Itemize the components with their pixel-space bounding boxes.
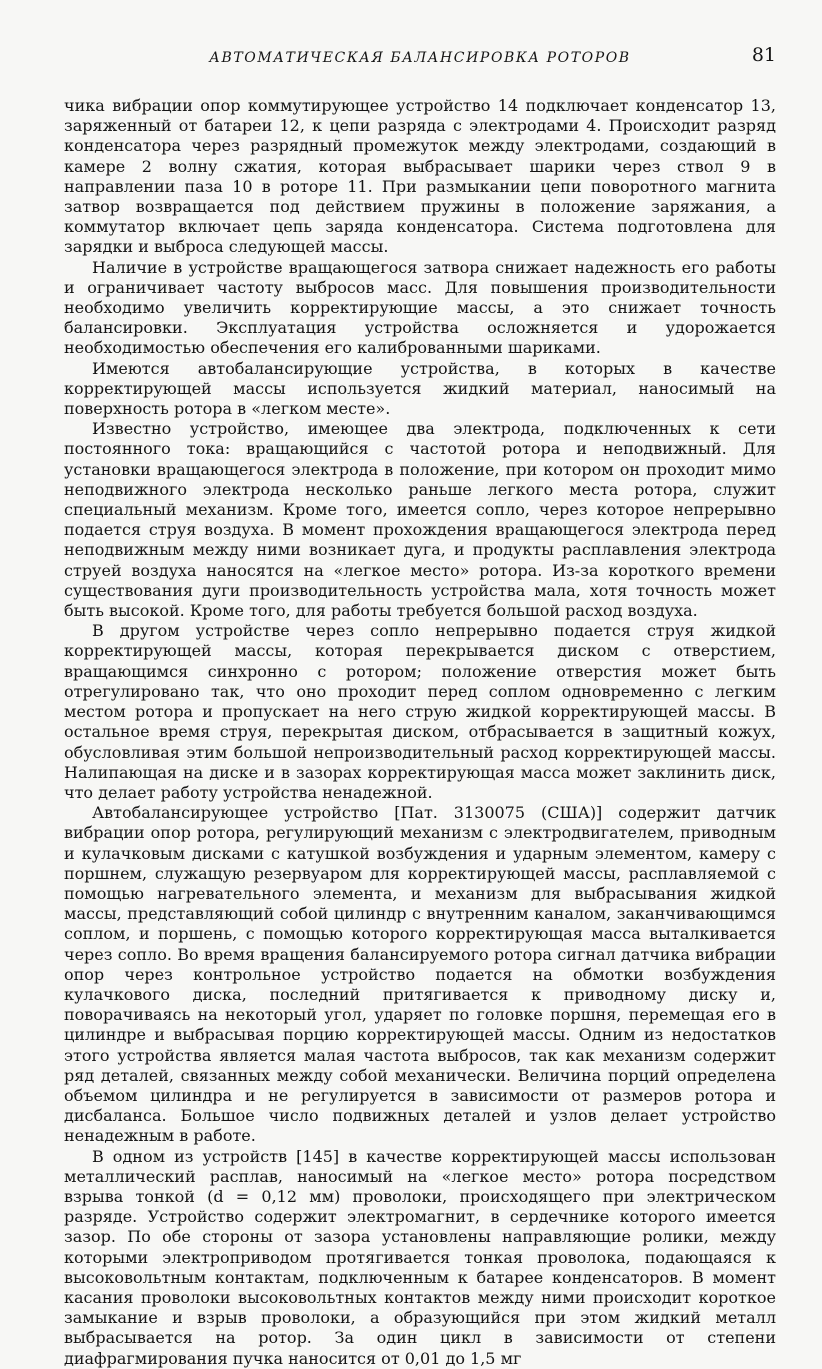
page-number: 81: [751, 44, 776, 66]
paragraph: Имеются автобалансирующие устройства, в которых в качестве корректирующей массы используется жидкий материал, наносимый на поверхность ротора в «легком месте».: [64, 358, 776, 419]
page-header: [64, 42, 776, 70]
paragraph: Известно устройство, имеющее два электрода, подключенных к сети постоянного тока: вращающийся с частотой ротора и неподвижный. Для установки вращающегося электрода в положение, при котором он проходит мимо неподвижного электрода несколько раньше легкого места ротора, служит специальный механизм. Кроме того, имеется сопло, через которое непрерывно подается струя воздуха. В момент прохождения вращающегося электрода перед неподвижным между ними возникает дуга, и продукты расплавления электрода струей воздуха наносятся на «легкое место» ротора. Из-за короткого времени существования дуги производительность устройства мала, хотя точность может быть высокой. Кроме того, для работы требуется большой расход воздуха.: [64, 419, 776, 621]
body-text: [64, 96, 776, 1369]
paragraph: Автобалансирующее устройство [Пат. 3130075 (США)] содержит датчик вибрации опор ротора, регулирующий механизм с электродвигателем, приводным и кулачковым дисками с катушкой возбуждения и ударным элементом, камеру с поршнем, служащую резервуаром для корректирующей массы, расплавляемой с помощью нагревательного элемента, и механизм для выбрасывания жидкой массы, представляющий собой цилиндр с внутренним каналом, заканчивающимся соплом, и поршень, с помощью которого корректирующая масса выталкивается через сопло. Во время вращения балансируемого ротора сигнал датчика вибрации опор через контрольное устройство подается на обмотки возбуждения кулачкового диска, последний притягивается к приводному диску и, поворачиваясь на некоторый угол, ударяет по головке поршня, перемещая его в цилиндре и выбрасывая порцию корректирующей массы. Одним из недостатков этого устройства является малая частота выбросов, так как механизм содержит ряд деталей, связанных между собой механически. Величина порций определена объемом цилиндра и не регулируется в зависимости от размеров ротора и дисбаланса. Большое число подвижных деталей и узлов делает устройство ненадежным в работе.: [64, 803, 776, 1146]
paragraph: В другом устройстве через сопло непрерывно подается струя жидкой корректирующей массы, которая перекрывается диском с отверстием, вращающимся синхронно с ротором; положение отверстия может быть отрегулировано так, что оно проходит перед соплом одновременно с легким местом ротора и пропускает на него струю жидкой корректирующей массы. В остальное время струя, перекрытая диском, отбрасывается в защитный кожух, обусловливая этим большой непроизводительный расход корректирующей массы. Налипающая на диске и в зазорах корректирующая масса может заклинить диск, что делает работу устройства ненадежной.: [64, 621, 776, 802]
paragraph: Наличие в устройстве вращающегося затвора снижает надежность его работы и ограничивает частоту выбросов масс. Для повышения производительности необходимо увеличить корректирующие массы, а это снижает точность балансировки. Эксплуатация устройства осложняется и удорожается необходимостью обеспечения его калиброванными шариками.: [64, 257, 776, 358]
running-title: АВТОМАТИЧЕСКАЯ БАЛАНСИРОВКА РОТОРОВ: [209, 50, 631, 66]
paragraph-continuation: чика вибрации опор коммутирующее устройство 14 подключает конденсатор 13, заряженный от батареи 12, к цепи разряда с электродами 4. Происходит разряд конденсатора через разрядный промежуток между электродами, создающий в камере 2 волну сжатия, которая выбрасывает шарики через ствол 9 в направлении паза 10 в роторе 11. При размыкании цепи поворотного магнита затвор возвращается под действием пружины в положение заряжания, а коммутатор включает цепь заряда конденсатора. Система подготовлена для зарядки и выброса следующей массы.: [64, 96, 776, 257]
paragraph: В одном из устройств [145] в качестве корректирующей массы использован металлический расплав, наносимый на «легкое место» ротора посредством взрыва тонкой (d = 0,12 мм) проволоки, происходящего при электрическом разряде. Устройство содержит электромагнит, в сердечнике которого имеется зазор. По обе стороны от зазора установлены направляющие ролики, между которыми электроприводом протягивается тонкая проволока, подающаяся к высоковольтным контактам, подключенным к батарее конденсаторов. В момент касания проволоки высоковольтных контактов между ними происходит короткое замыкание и взрыв проволоки, а образующийся при этом жидкий металл выбрасывается на ротор. За один цикл в зависимости от степени диафрагмирования пучка наносится от 0,01 до 1,5 мг: [64, 1146, 776, 1368]
